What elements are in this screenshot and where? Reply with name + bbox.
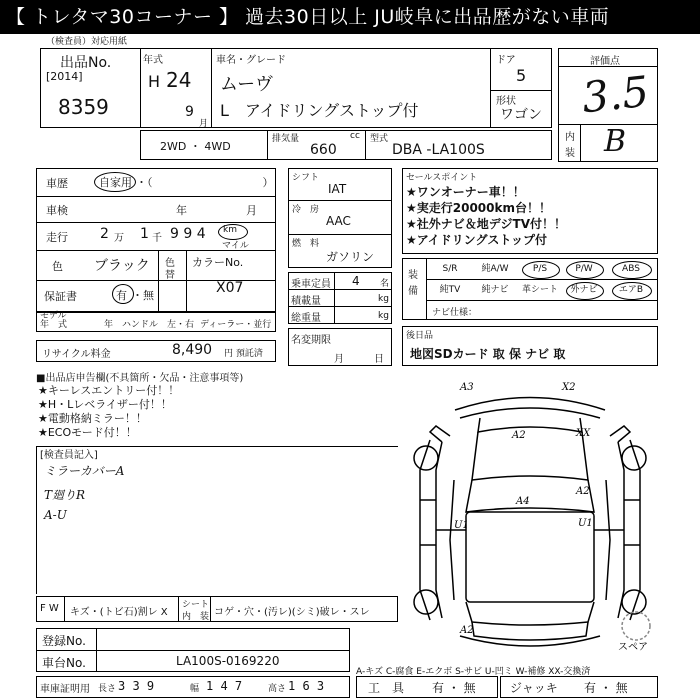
diagram-left-doors — [450, 480, 454, 600]
cooler-label: 冷 房 — [292, 205, 320, 215]
interior-label-2: 装 — [565, 148, 575, 159]
handle-label: ハンドル 左・右 — [122, 320, 195, 330]
change-date-label: 名変期限 — [291, 335, 331, 346]
equipment-item: S/R — [442, 264, 458, 274]
height-value: 1 6 3 — [288, 679, 325, 693]
equipment-item: エアB — [618, 285, 644, 295]
chassis-number: LA100S-0169220 — [176, 654, 280, 668]
doors-label: ドア — [496, 55, 516, 66]
displacement-value: 660 — [310, 142, 337, 158]
score-label: 評価点 — [590, 56, 620, 67]
recycle-label: リサイクル料金 — [42, 349, 111, 360]
equipment-item: P/W — [575, 264, 593, 274]
man-unit: 万 — [114, 233, 124, 244]
warranty-label: 保証書 — [44, 290, 77, 303]
history-value: 自家用 — [99, 176, 132, 189]
shift-label: シフト — [292, 173, 320, 183]
sub-note: （検査員）対応用紙 — [46, 37, 128, 47]
reg-label: 登録No. — [42, 634, 86, 648]
name-label: 車名・グレード — [216, 55, 286, 66]
equipment-item: 革シート — [521, 285, 558, 295]
damage-mark: X2 — [562, 382, 576, 393]
diagram-mirror — [610, 426, 630, 442]
diagram-wheel — [622, 446, 646, 470]
mileage-man: 2 — [100, 226, 109, 242]
color-no: X07 — [216, 280, 244, 296]
inspection-month: 月 — [246, 204, 257, 217]
sen-unit: 千 — [152, 233, 162, 244]
car-damage-diagram — [400, 370, 660, 660]
notes-title: ■出品店申告欄(不具箇所・欠品・注意事項等) — [36, 373, 244, 384]
equipment-item: 純ナビ — [481, 285, 509, 295]
damage-legend: A-キズ C-腐食 E-エクボ S-サビ U-凹ミ W-補修 XX-交換済 — [356, 667, 591, 677]
year-label: 年式 — [143, 55, 163, 66]
history-rest: ・（ ） — [136, 176, 274, 189]
diagram-right-side — [630, 440, 640, 620]
damage-mark: U1 — [578, 518, 593, 529]
jack-label: ジャッキ — [510, 681, 558, 695]
damage-mark: U1 — [454, 520, 469, 531]
seat-items: コゲ・穴・(汚レ)(シミ)破レ・スレ — [214, 607, 370, 618]
damage-mark: A3 — [460, 382, 474, 393]
selling-point: ★アイドリングストップ付 — [406, 233, 547, 247]
lot-number: 8359 — [58, 95, 109, 119]
fw-label: F W — [40, 603, 59, 614]
extra-label: 後日品 — [406, 331, 434, 341]
fuel-label: 燃 料 — [292, 239, 320, 249]
tools-value: 有 ・ 無 — [432, 681, 476, 695]
inspector-title: [検査員記入] — [40, 450, 98, 461]
chassis-label: 車台No. — [42, 656, 86, 670]
color-label: 色 — [52, 260, 63, 273]
displacement-label: 排気量 — [272, 134, 300, 144]
warranty-yes: 有 — [116, 289, 127, 302]
capacity-value: 4 — [352, 274, 360, 288]
month-value: 9 — [185, 104, 194, 120]
selling-point: ★ワンオーナー車！！ — [406, 185, 525, 199]
displacement-unit: cc — [350, 131, 360, 141]
shift-value: IAT — [328, 182, 347, 196]
model-year-label-1: モデル — [40, 311, 67, 321]
diagram-left-side — [420, 440, 430, 620]
recycle-amount: 8,490 — [172, 342, 213, 358]
year-tag: [2014] — [46, 70, 83, 83]
capacity-unit: 名 — [380, 279, 390, 289]
color-value: ブラック — [94, 258, 150, 274]
damage-mark: A2 — [576, 486, 590, 497]
type-label: 型式 — [370, 134, 389, 144]
diagram-right-doors — [606, 480, 610, 600]
mileage-rest: 9 9 4 — [170, 226, 206, 242]
note-item: ★キーレスエントリー付！！ — [38, 384, 180, 397]
load-unit: kg — [378, 294, 389, 304]
extra-value: 地図SDカード 取 保 ナビ 取 — [410, 347, 566, 361]
diagram-roof — [466, 512, 594, 602]
km-unit: km — [223, 225, 237, 235]
jack-value: 有 ・ 無 — [584, 681, 628, 695]
body-label: 形状 — [496, 96, 516, 107]
height-label: 高さ — [268, 684, 287, 694]
diagram-spare-tire — [622, 612, 650, 640]
diagram-windshield — [466, 480, 594, 512]
equipment-item: 純TV — [439, 285, 461, 295]
diagram-wheel — [622, 590, 646, 614]
note-item: ★電動格納ミラー！！ — [38, 412, 147, 425]
grade: L アイドリングストップ付 — [220, 101, 419, 120]
note-item: ★H・Lレベライザー付！！ — [38, 398, 172, 411]
damage-mark: XX — [576, 428, 591, 439]
inspection-label: 車検 — [46, 204, 68, 217]
drive-type: 2WD ・ 4WD — [160, 140, 231, 153]
navi-spec-label: ナビ仕様： — [432, 308, 478, 318]
interior-label-1: 内 — [565, 132, 575, 143]
damage-mark: A4 — [516, 496, 530, 507]
equip-label-2: 備 — [408, 286, 418, 297]
fw-items: キズ・(トビ石)割レ X — [70, 607, 168, 618]
doors-value: 5 — [516, 66, 527, 85]
header-banner: 【 トレタマ30コーナー 】 過去30日以上 JU岐阜に出品歴がない車両 — [0, 0, 700, 34]
inspector-note: ミラーカバーA — [44, 464, 125, 478]
equipment-item: P/S — [532, 264, 548, 274]
color-no-label: カラーNo. — [192, 256, 244, 269]
fuel-value: ガソリン — [326, 250, 375, 264]
length-label: 長さ — [98, 684, 117, 694]
note-item: ★ECOモード付！！ — [38, 426, 137, 439]
equipment-item: 純A/W — [481, 264, 509, 274]
diagram-wheel — [414, 590, 438, 614]
spare-label: スペア — [618, 642, 648, 653]
model-year-label-2: 年 式 — [40, 320, 68, 330]
capacity-label: 乗車定員 — [291, 279, 331, 290]
model-code: DBA -LA100S — [392, 142, 485, 158]
mileage-label: 走行 — [46, 231, 68, 244]
seat-label-1: シート — [182, 600, 210, 610]
change-day: 月 日 — [334, 354, 384, 365]
lot-label: 出品No. — [60, 55, 112, 71]
diagram-mirror — [430, 426, 450, 442]
total-weight-unit: kg — [378, 311, 389, 321]
inspection-year: 年 — [176, 204, 187, 217]
color-change-1: 色 — [165, 258, 175, 269]
mileage-sen: 1 — [140, 226, 149, 242]
warranty-no: ・無 — [132, 289, 154, 302]
inspector-note: T廻りR — [44, 488, 86, 502]
year-value: 24 — [166, 68, 192, 92]
selling-point: ★社外ナビ＆地デジTV付！！ — [406, 217, 566, 231]
interior-grade: B — [604, 124, 627, 159]
length-value: 3 3 9 — [118, 679, 155, 693]
equip-label-1: 装 — [408, 270, 418, 281]
diagram-rear-glass — [466, 602, 594, 625]
load-label: 積載量 — [291, 296, 321, 307]
selling-label: セールスポイント — [406, 173, 478, 183]
history-label: 車歴 — [46, 177, 68, 190]
damage-mark: A2 — [512, 430, 526, 441]
cert-label: 車庫証明用 — [40, 684, 90, 695]
diagram-hood — [472, 432, 588, 480]
seat-label-2: 内 装 — [182, 612, 210, 622]
body-type: ワゴン — [500, 107, 542, 123]
model-name: ムーヴ — [220, 74, 274, 95]
damage-mark: A2 — [460, 625, 474, 636]
score-value: 3.5 — [579, 66, 652, 123]
month-unit: 月 — [199, 119, 209, 129]
recycle-unit: 円 預託済 — [224, 349, 263, 359]
dealer-label: ディーラー・並行 — [200, 320, 272, 330]
color-change-2: 替 — [165, 270, 175, 281]
equipment-item: ABS — [622, 264, 640, 274]
inspector-note: A-U — [44, 508, 67, 522]
total-weight-label: 総重量 — [291, 313, 321, 324]
tools-label: 工 具 — [368, 681, 405, 695]
era: H — [148, 72, 161, 91]
diagram-wheel — [414, 446, 438, 470]
width-value: 1 4 7 — [206, 679, 243, 693]
cooler-value: AAC — [326, 214, 351, 228]
mile-unit: マイル — [222, 241, 249, 251]
selling-point: ★実走行20000km台！！ — [406, 201, 551, 215]
equipment-item: 外ナビ — [570, 285, 598, 295]
model-year-unit: 年 — [104, 320, 114, 330]
width-label: 幅 — [190, 684, 200, 694]
